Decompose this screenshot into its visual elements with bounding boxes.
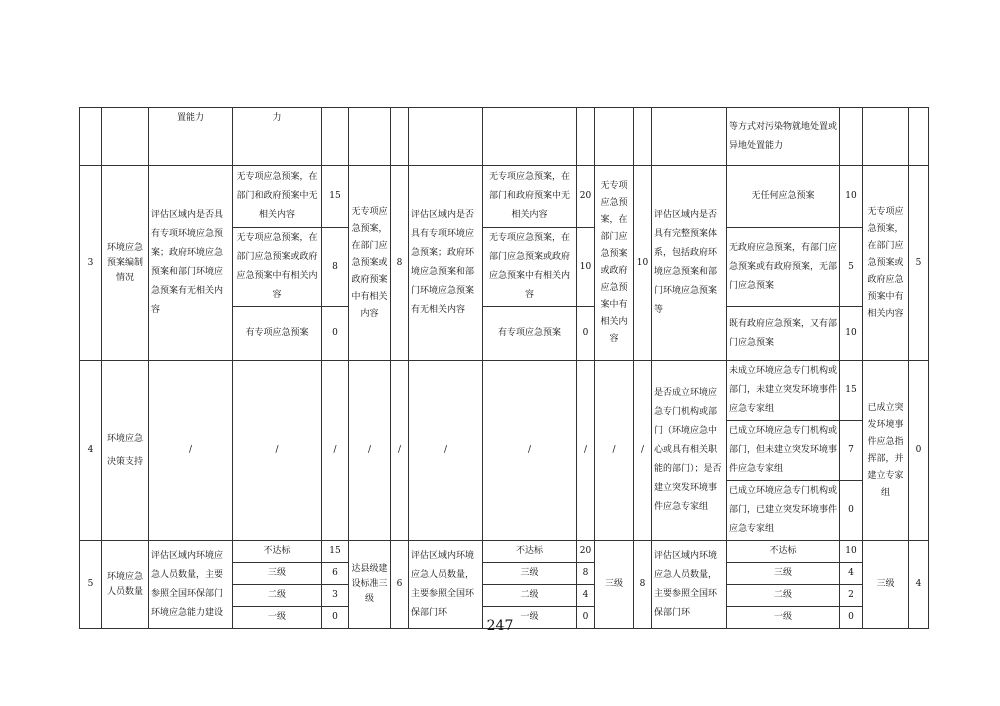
table-row — [80, 541, 929, 563]
row-number: 4 — [80, 361, 102, 541]
table-row — [80, 108, 929, 166]
status-text: 达县级建设标准三级 — [349, 541, 391, 629]
level-text: 不达标 — [727, 541, 840, 563]
empty-cell: / — [577, 361, 595, 541]
level-text: 无专项应急预案，在部门应急预案或政府应急预案中有相关内容 — [233, 228, 322, 307]
level-text: 已成立环境应急专门机构或部门，但未建立突发环境事件应急专家组 — [727, 421, 840, 481]
level-text: 未成立环境应急专门机构或部门，未建立突发环境事件应急专家组 — [727, 361, 840, 421]
score-cell: 5 — [909, 166, 929, 361]
level-text: 三级 — [483, 563, 577, 585]
level-text: 一级 — [727, 607, 840, 629]
criterion-text: 评估区域内环境应急人员数量，主要参照全国环保部门环境应急能力建设 — [149, 541, 233, 629]
score-cell: 5 — [840, 228, 863, 307]
level-text: 无专项应急预案，在部门和政府预案中无相关内容 — [233, 166, 322, 228]
score-cell: 7 — [840, 421, 863, 481]
score-cell: 15 — [322, 166, 349, 228]
score-cell: 4 — [909, 541, 929, 629]
status-text: 三级 — [595, 541, 634, 629]
criterion-text: 是否成立环境应急专门机构或部门（环境应急中心或具有相关职能的部门）；是否建立突发环境事件应急专家组 — [652, 361, 727, 541]
score-cell: 0 — [577, 307, 595, 361]
level-text: 无政府应急预案，有部门应急预案或有政府预案，无部门应急预案 — [727, 228, 840, 307]
score-cell: 8 — [577, 563, 595, 585]
level-text: 有专项应急预案 — [233, 307, 322, 361]
indicator-name: 环境应急预案编制情况 — [102, 166, 149, 361]
score-cell: 10 — [840, 307, 863, 361]
score-cell: 15 — [840, 361, 863, 421]
level-text: 既有政府应急预案，又有部门应急预案 — [727, 307, 840, 361]
score-cell: 2 — [840, 585, 863, 607]
score-cell: 8 — [322, 228, 349, 307]
level-text: 无任何应急预案 — [727, 166, 840, 228]
score-cell: 6 — [322, 563, 349, 585]
row-number: 3 — [80, 166, 102, 361]
score-cell: 0 — [322, 307, 349, 361]
table-row — [80, 166, 929, 228]
score-cell: 0 — [322, 607, 349, 629]
empty-cell: / — [322, 361, 349, 541]
level-text: 已成立环境应急专门机构或部门，已建立突发环境事件应急专家组 — [727, 481, 840, 541]
score-cell: 10 — [634, 166, 652, 361]
empty-cell: / — [391, 361, 409, 541]
level-text: 有专项应急预案 — [483, 307, 577, 361]
empty-cell: / — [409, 361, 483, 541]
table-row — [80, 361, 929, 421]
assessment-table — [79, 107, 929, 629]
level-text: 三级 — [233, 563, 322, 585]
level-text: 二级 — [727, 585, 840, 607]
status-text: 三级 — [863, 541, 909, 629]
empty-cell: / — [634, 361, 652, 541]
level-text: 不达标 — [233, 541, 322, 563]
score-cell: 6 — [391, 541, 409, 629]
score-cell: 4 — [840, 563, 863, 585]
score-cell: 10 — [577, 228, 595, 307]
criterion-text: 评估区域内环境应急人员数量，主要参照全国环保部门环 — [409, 541, 483, 629]
level-text: 一级 — [483, 607, 577, 629]
score-cell: 4 — [577, 585, 595, 607]
status-text: 已成立突发环境事件应急指挥部，并建立专家组 — [863, 361, 909, 541]
empty-cell: / — [233, 361, 322, 541]
level-text: 不达标 — [483, 541, 577, 563]
score-cell: 0 — [577, 607, 595, 629]
criterion-text: 评估区域内是否具有完整预案体系，包括政府环境应急预案和部门环境应急预案等 — [652, 166, 727, 361]
criterion-text: 评估区域内是否具有专项环境应急预案；政府环境应急预案和部门环境应急预案有无相关内容 — [149, 166, 233, 361]
table-cell: 等方式对污染物就地处置或异地处置能力 — [727, 108, 840, 166]
level-text: 无专项应急预案，在部门和政府预案中无相关内容 — [483, 166, 577, 228]
score-cell: 20 — [577, 166, 595, 228]
score-cell: 0 — [909, 361, 929, 541]
score-cell: 3 — [322, 585, 349, 607]
status-text: 无专项应急预案，在部门应急预案或政府应急预案中有相关内容 — [595, 166, 634, 361]
empty-cell: / — [349, 361, 391, 541]
score-cell: 10 — [840, 166, 863, 228]
criterion-text: 评估区域内是否具有专项环境应急预案；政府环境应急预案和部门环境应急预案有无相关内容 — [409, 166, 483, 361]
table-cell: 力 — [233, 108, 322, 166]
page-number: 247 — [486, 618, 514, 634]
status-text: 无专项应急预案，在部门应急预案或政府应急预案中有相关内容 — [863, 166, 909, 361]
status-text: 无专项应急预案，在部门应急预案或政府预案中有相关内容 — [349, 166, 391, 361]
empty-cell: / — [595, 361, 634, 541]
empty-cell: / — [483, 361, 577, 541]
level-text: 一级 — [233, 607, 322, 629]
score-cell: 8 — [391, 166, 409, 361]
indicator-name: 环境应急决策支持 — [102, 361, 149, 541]
level-text: 三级 — [727, 563, 840, 585]
score-cell: 10 — [840, 541, 863, 563]
score-cell: 8 — [634, 541, 652, 629]
criterion-text: 评估区域内环境应急人员数量，主要参照全国环保部门环 — [652, 541, 727, 629]
score-cell: 0 — [840, 481, 863, 541]
level-text: 无专项应急预案，在部门应急预案或政府应急预案中有相关内容 — [483, 228, 577, 307]
score-cell: 0 — [840, 607, 863, 629]
score-cell: 15 — [322, 541, 349, 563]
table-cell: 置能力 — [149, 108, 233, 166]
empty-cell: / — [149, 361, 233, 541]
indicator-name: 环境应急人员数量 — [102, 541, 149, 629]
score-cell: 20 — [577, 541, 595, 563]
level-text: 二级 — [233, 585, 322, 607]
level-text: 二级 — [483, 585, 577, 607]
row-number: 5 — [80, 541, 102, 629]
